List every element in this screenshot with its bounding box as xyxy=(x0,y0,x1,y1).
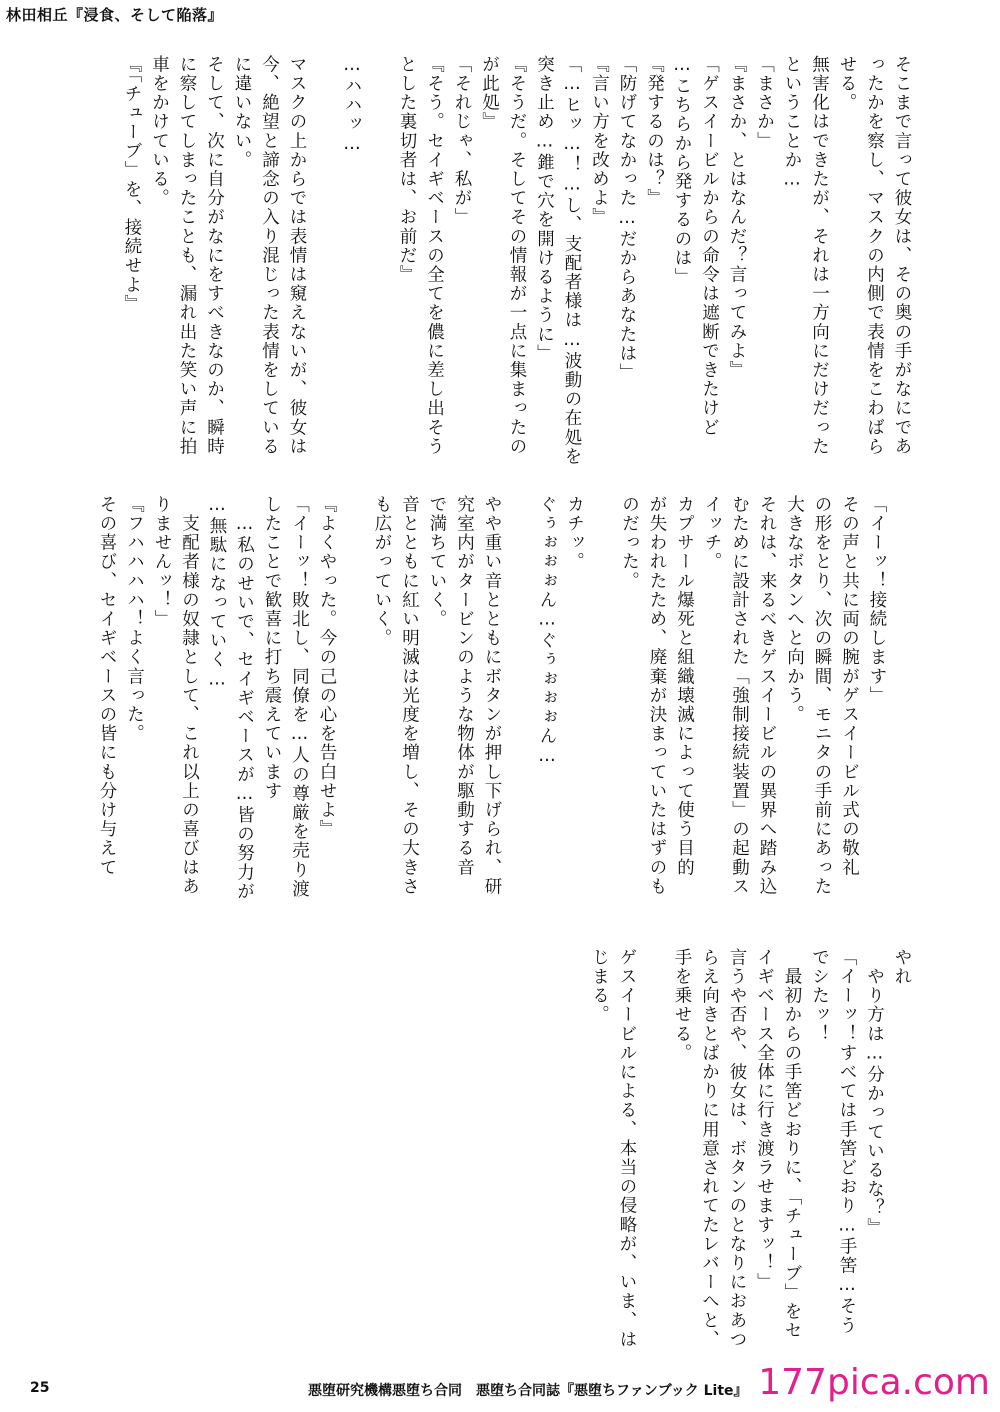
text-line: 支配者様の奴隷として、これ以上の喜びはあ xyxy=(179,495,200,897)
page-number: 25 xyxy=(30,1380,50,1396)
text-line: イギベース全体に行き渡ラせますッ！」 xyxy=(754,948,775,1292)
text-line: じまる。 xyxy=(589,948,610,1025)
text-line: そこまで言って彼女は、その奥の手がなにであ xyxy=(892,55,912,457)
text-line: 『フハハハハ！よく言った。 xyxy=(124,495,145,744)
text-block-middle xyxy=(93,495,891,915)
text-line xyxy=(640,948,668,1368)
text-line: ということか… xyxy=(782,55,802,192)
text-line: 『まさか、とはなんだ？言ってみよ』 xyxy=(727,55,747,380)
text-line: 究室内がタービンのような物体が駆動する音 xyxy=(454,495,475,877)
text-line: が此処』 xyxy=(479,55,500,132)
text-block-upper xyxy=(118,55,916,500)
text-line: らえ向きとばかりに用意されてたレバーへと、 xyxy=(699,948,720,1350)
text-line xyxy=(310,55,338,500)
text-line: でシたッ！ xyxy=(809,948,830,1044)
text-line: …こちらから発するのは」 xyxy=(672,55,692,287)
text-line: やれ xyxy=(892,948,912,987)
text-line: 「…ヒッ…！…し、支配者様は…波動の在処を xyxy=(562,55,582,467)
text-line: 言うや否や、彼女は、ボタンのとなりにおあつ xyxy=(727,948,747,1350)
text-line: 「イーッ！接続します」 xyxy=(867,495,887,706)
text-line: せる。 xyxy=(837,55,857,113)
text-line: とした裏切者は、お前だ』 xyxy=(397,55,417,285)
text-line: やり方は…分かっているな？』 xyxy=(864,948,885,1237)
text-line: 音とともに紅い明滅は光度を増し、その大きさ xyxy=(399,495,420,897)
text-line: 「それじゃ、私が」 xyxy=(452,55,472,227)
footer-credit: 悪堕研究機構悪堕ち合同 悪堕ち合同誌『悪堕ちファンブック Lite』 xyxy=(308,1383,748,1399)
text-block-lower xyxy=(585,948,915,1368)
header-title: 林田相丘『浸食、そして陥落』 xyxy=(6,6,224,24)
text-line: 大きなボタンへと向かう。 xyxy=(784,495,805,725)
text-line: その喜び、セイギベースの皆にも分け与えて xyxy=(97,495,117,877)
text-line: で満ちていく。 xyxy=(427,495,447,629)
text-line: 車をかけている。 xyxy=(149,55,170,208)
text-line: そして、次に自分がなにをすべきなのか、瞬時 xyxy=(204,55,225,457)
text-line: 「まさか」 xyxy=(754,55,775,151)
text-line: イッチ。 xyxy=(702,495,722,572)
text-line xyxy=(505,495,533,915)
text-line: りませんッ！」 xyxy=(152,495,172,629)
text-line: むために設計された「強制接続装置」の起動ス xyxy=(729,495,750,897)
text-line xyxy=(365,55,393,500)
text-line: やや重い音とともにボタンが押し下げられ、研 xyxy=(482,495,502,897)
text-line: それは、来るべきゲスイービルの異界へ踏み込 xyxy=(757,495,777,897)
text-line: その声と共に両の腕がゲスイービル式の敬礼 xyxy=(839,495,860,877)
text-line: 『そうだ。そしてその情報が一点に集まったの xyxy=(507,55,527,457)
text-line xyxy=(340,495,368,915)
text-line: 最初からの手筈どおりに、「チューブ」をセ xyxy=(782,948,802,1341)
text-line: ゲスイービルによる、本当の侵略が、いま、は xyxy=(617,948,637,1350)
text-line: に違いない。 xyxy=(232,55,252,170)
text-line: 『よくやった。今の己の心を告白せよ』 xyxy=(317,495,337,839)
text-line: …ハハッ… xyxy=(342,55,362,156)
text-line: 『「チューブ」を、接続せよ』 xyxy=(122,55,142,314)
text-line: カプサール爆死と組織壊滅によって使う目的 xyxy=(674,495,695,877)
text-line: したことで歓喜に打ち震えています xyxy=(262,495,282,801)
text-line: …私のせいで、セイギベースが…皆の努力が xyxy=(234,495,255,902)
text-line: の形をとり、次の瞬間、モニタの手前にあった xyxy=(812,495,832,897)
text-line: 突き止め…錐で穴を開けるように」 xyxy=(534,55,555,364)
text-line: …無駄になっていく… xyxy=(207,495,227,691)
text-line xyxy=(588,495,616,915)
text-line: に察してしまったことも、漏れ出た笑い声に拍 xyxy=(177,55,197,457)
text-line: ぐぅぉぉぉん…ぐぅぉぉぉん… xyxy=(537,495,557,768)
text-line: 「ゲスイービルからの命令は遮断できたけど xyxy=(699,55,720,437)
text-line: ったかを察し、マスクの内側で表情をこわばら xyxy=(864,55,885,457)
watermark: 177pica.com xyxy=(758,1362,990,1403)
text-line: 『発するのは？』 xyxy=(644,55,665,208)
text-line: 「イーッ！すべては手筈どおり…手筈…そう xyxy=(837,948,857,1335)
text-line: 今、絶望と諦念の入り混じった表情をしている xyxy=(259,55,280,457)
text-line: 「イーッ！敗北し、同僚を…人の尊厳を売り渡 xyxy=(289,495,310,899)
text-line: 手を乗せる。 xyxy=(672,948,692,1063)
text-line: 「防げてなかった…だからあなたは」 xyxy=(617,55,637,383)
text-line: 『言い方を改めよ』 xyxy=(589,55,610,227)
text-line: が失われたため、廃棄が決まっていたはずのも xyxy=(647,495,667,897)
text-line: 『そう。セイギベースの全てを儂に差し出そう xyxy=(424,55,445,457)
text-line: のだった。 xyxy=(619,495,640,591)
text-line: マスクの上からでは表情は窺えないが、彼女は xyxy=(287,55,307,457)
text-line: も広がっていく。 xyxy=(372,495,392,648)
text-line: カチッ。 xyxy=(564,495,585,572)
text-line: 無害化はできたが、それは一方向にだけだった xyxy=(809,55,830,457)
